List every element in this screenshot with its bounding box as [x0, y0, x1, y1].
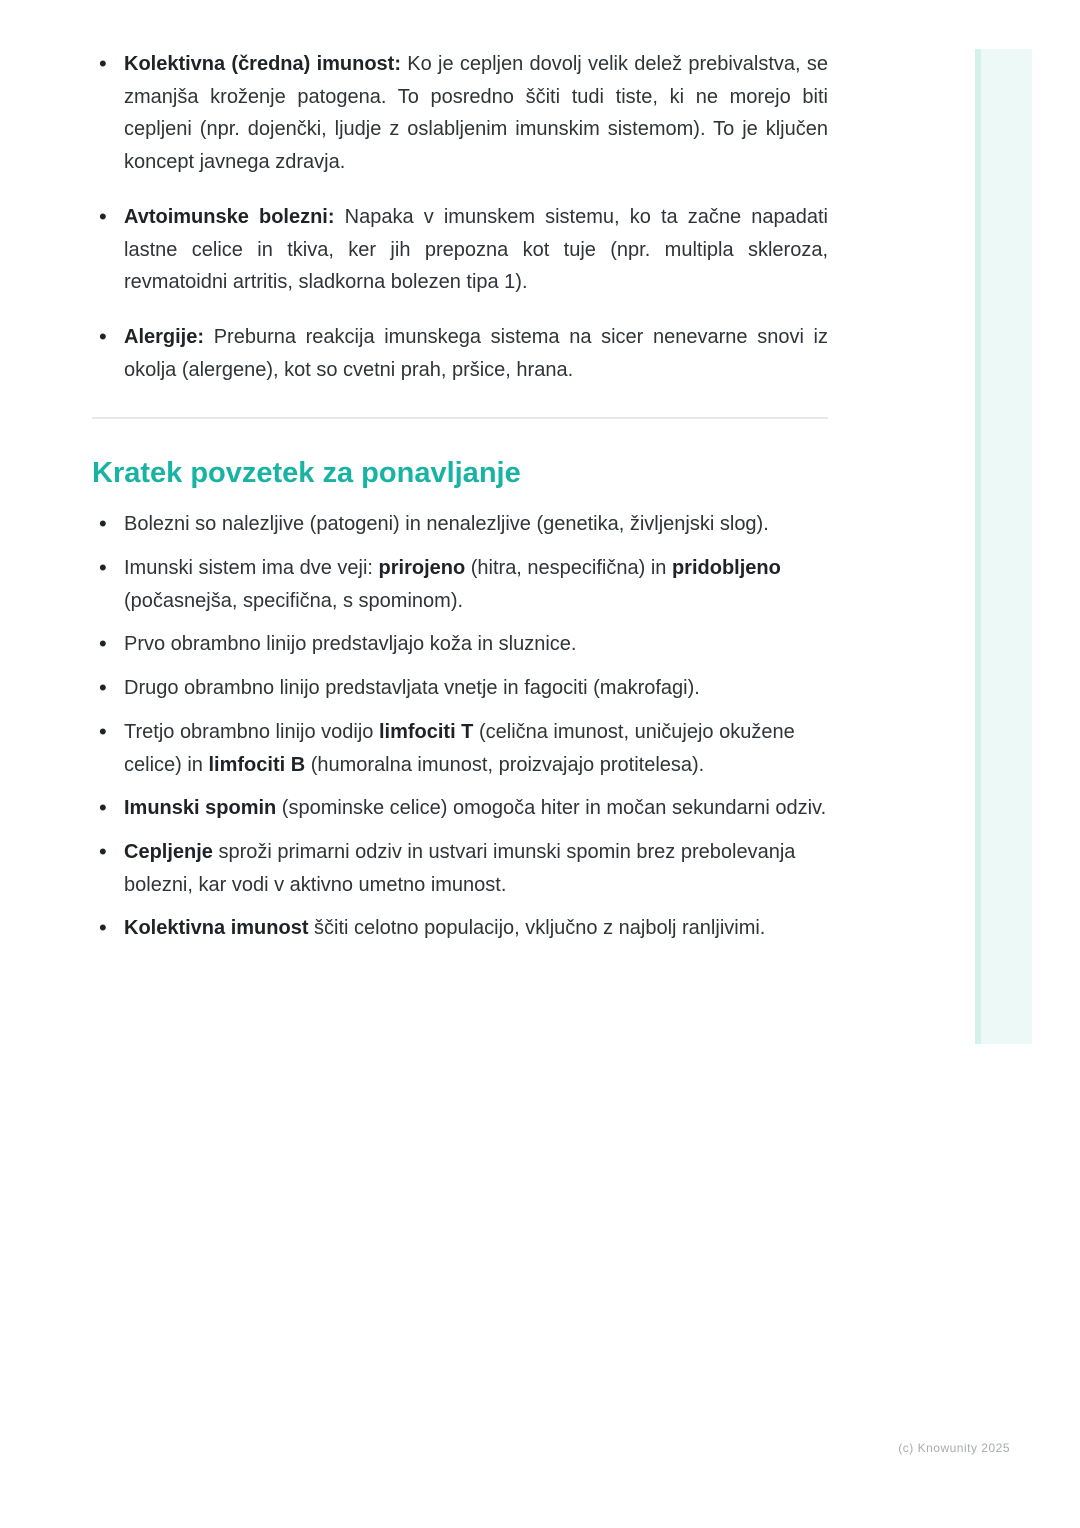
summary-text: Prvo obrambno linijo predstavljajo koža in sluznice. — [124, 633, 577, 656]
summary-item — [92, 792, 828, 825]
bullet-icon: • — [99, 915, 107, 941]
summary-text: (celična imunost, uničujejo okužene celice) in — [124, 720, 795, 776]
summary-text: (hitra, nespecifična) in — [465, 557, 672, 580]
summary-item — [92, 672, 828, 705]
summary-item — [92, 912, 828, 945]
term-label: Avtoimunske bolezni: — [124, 205, 335, 228]
summary-text: (počasnejša, specifična, s spominom). — [124, 589, 464, 612]
summary-keyword: Imunski spomin — [124, 797, 277, 820]
section-divider — [92, 417, 828, 419]
summary-keyword: prirojeno — [378, 557, 466, 580]
term-description: Ko je cepljen dovolj velik delež prebivalstva, se zmanjša kroženje patogena. To posredno ščiti tudi tiste, ki ne morejo biti cepljeni (npr. dojenčki, ljudje z oslabljenim imunskim sistemom). To je ključen koncept javnega zdravja. — [124, 53, 828, 174]
summary-keyword: limfociti B — [208, 753, 306, 776]
summary-text: (spominske celice) omogoča hiter in močan sekundarni odziv. — [276, 797, 827, 820]
bullet-icon: • — [99, 511, 107, 537]
summary-keyword: limfociti T — [378, 720, 474, 743]
bullet-icon: • — [99, 323, 107, 349]
summary-item — [92, 716, 828, 781]
term-description: Preburna reakcija imunskega sistema na sicer nenevarne snovi iz okolja (alergene), kot so cvetni prah, pršice, hrana. — [124, 325, 828, 381]
summary-item — [92, 508, 828, 541]
summary-text: sproži primarni odziv in ustvari imunski spomin brez prebolevanja bolezni, kar vodi v aktivno umetno imunost. — [124, 840, 796, 896]
list-item — [92, 201, 828, 299]
summary-list — [92, 508, 828, 945]
concept-list — [92, 48, 828, 386]
document-content — [92, 48, 828, 956]
bullet-icon: • — [99, 675, 107, 701]
term-description: Napaka v imunskem sistemu, ko ta začne napadati lastne celice in tkiva, ker jih prepozna kot tuje (npr. multipla skleroza, revmatoidni artritis, sladkorna bolezen tipa 1). — [124, 205, 828, 294]
term-label: Kolektivna (čredna) imunost: — [124, 53, 402, 75]
summary-text: Bolezni so nalezljive (patogeni) in nenalezljive (genetika, življenjski slog). — [124, 513, 769, 536]
summary-keyword: Kolektivna imunost — [124, 917, 309, 940]
bullet-icon: • — [99, 51, 107, 76]
bullet-icon: • — [99, 718, 107, 744]
bullet-icon: • — [99, 838, 107, 864]
summary-text: Tretjo obrambno linijo vodijo — [124, 720, 379, 743]
summary-keyword: Cepljenje — [124, 840, 213, 863]
summary-text: Imunski sistem ima dve veji: — [124, 557, 379, 580]
summary-keyword: pridobljeno — [671, 557, 781, 580]
summary-text: (humoralna imunost, proizvajajo protitelesa). — [305, 753, 705, 776]
summary-item — [92, 552, 828, 617]
list-item — [92, 48, 828, 179]
list-item — [92, 321, 828, 386]
bullet-icon: • — [99, 795, 107, 821]
summary-item — [92, 628, 828, 661]
summary-text: ščiti celotno populacijo, vključno z najbolj ranljivimi. — [308, 917, 766, 940]
summary-text: Drugo obrambno linijo predstavljata vnetje in fagociti (makrofagi). — [124, 677, 700, 700]
copyright-footer: (c) Knowunity 2025 — [898, 1441, 1010, 1455]
summary-item — [92, 836, 828, 901]
sidebar-accent-panel — [975, 49, 1032, 1044]
bullet-icon: • — [99, 555, 107, 581]
section-heading: Kratek povzetek za ponavljanje — [92, 457, 521, 490]
term-label: Alergije: — [124, 325, 205, 348]
bullet-icon: • — [99, 631, 107, 657]
bullet-icon: • — [99, 203, 107, 229]
